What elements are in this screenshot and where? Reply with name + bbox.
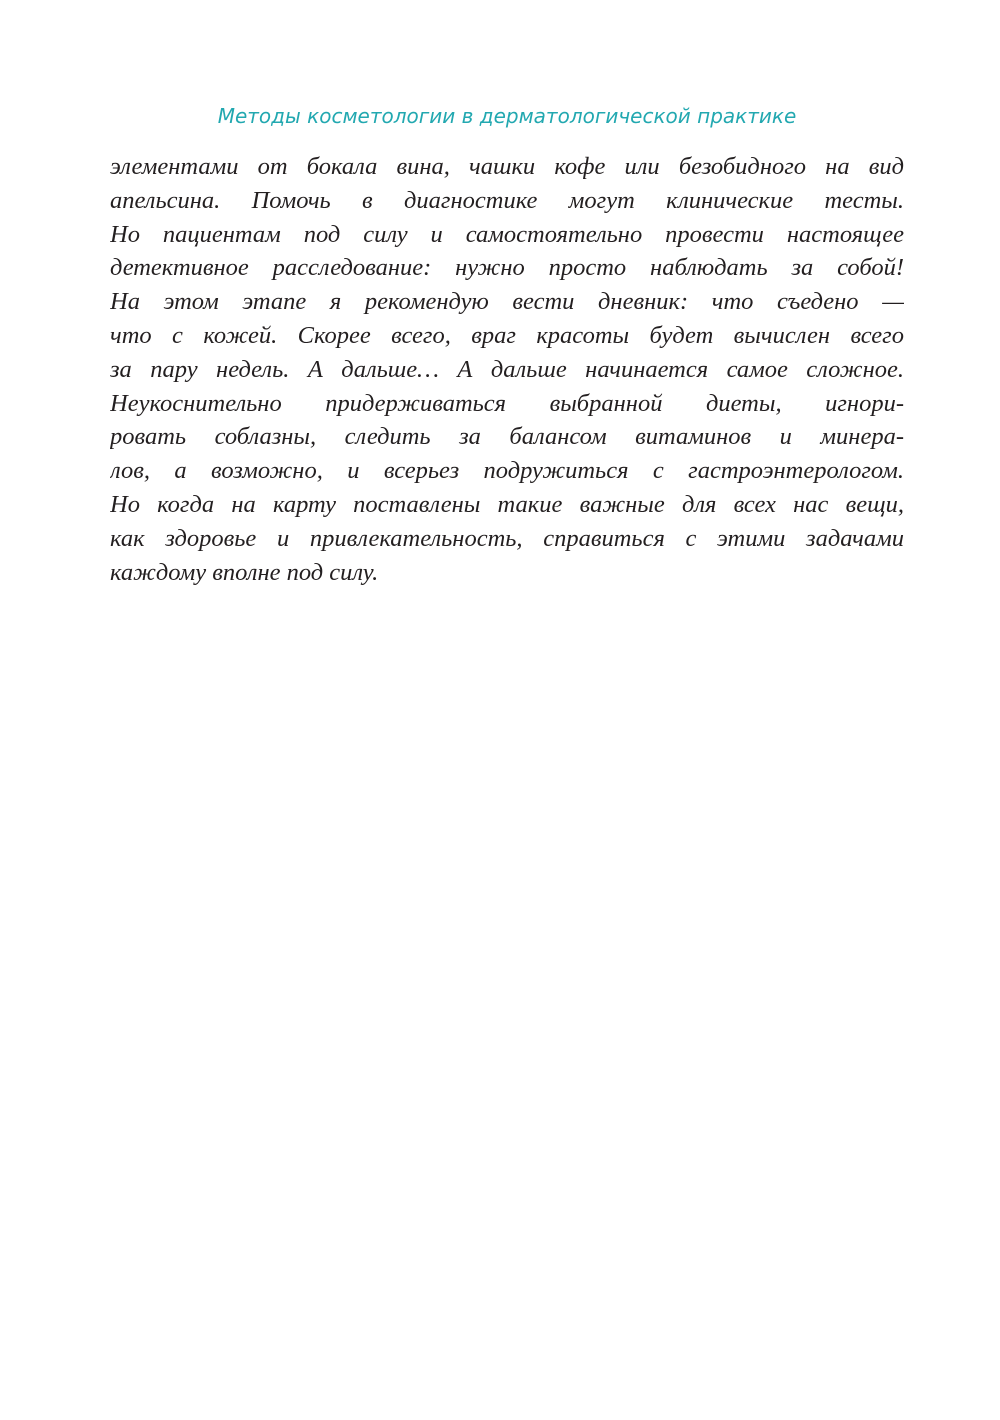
- text-line: за пару недель. А дальше… А дальше начинается самое сложное.: [110, 355, 904, 383]
- text-line: детективное расследование: нужно просто наблюдать за собой!: [110, 254, 904, 282]
- text-line: ровать соблазны, следить за балансом витаминов и минера-: [110, 423, 904, 451]
- text-line: как здоровье и привлекательность, справиться с этими задачами: [110, 524, 904, 552]
- text-line: На этом этапе я рекомендую вести дневник: что съедено —: [110, 288, 904, 316]
- running-header: Методы косметологии в дерматологической практике: [217, 104, 797, 128]
- body-paragraph: [110, 150, 904, 589]
- text-line: Но когда на карту поставлены такие важные для всех нас вещи,: [110, 490, 904, 518]
- text-line: апельсина. Помочь в диагностике могут клинические тесты.: [110, 186, 904, 214]
- text-line-last: каждому вполне под силу.: [110, 558, 379, 586]
- text-line: Неукоснительно придерживаться выбранной диеты, игнори-: [110, 389, 904, 417]
- text-line: что с кожей. Скорее всего, враг красоты будет вычислен всего: [110, 321, 904, 349]
- text-line: элементами от бокала вина, чашки кофе или безобидного на вид: [110, 153, 904, 180]
- text-line: лов, а возможно, и всерьез подружиться с гастроэнтерологом.: [110, 457, 904, 485]
- text-line: Но пациентам под силу и самостоятельно провести настоящее: [110, 220, 904, 248]
